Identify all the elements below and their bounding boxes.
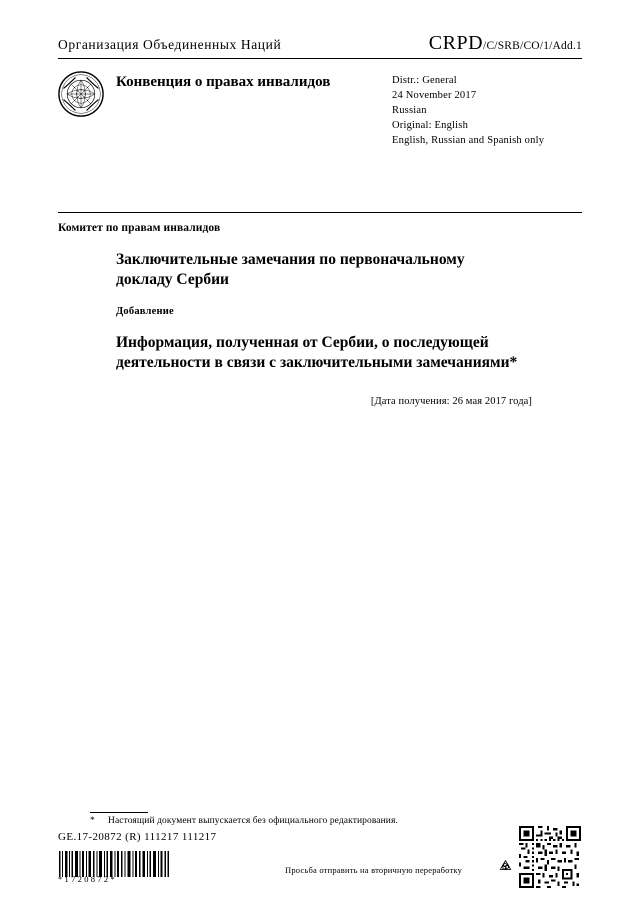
committee-name: Комитет по правам инвалидов xyxy=(58,222,221,234)
distribution-date: 24 November 2017 xyxy=(392,89,477,101)
masthead-body xyxy=(58,69,582,149)
qr-code xyxy=(519,826,581,888)
distribution-language: Russian xyxy=(392,104,427,116)
footnote-divider xyxy=(90,812,148,813)
footnote-text: Настоящий документ выпускается без официального редактирования. xyxy=(108,816,398,826)
organization-line xyxy=(58,32,582,59)
un-emblem-icon xyxy=(58,71,104,117)
document-content xyxy=(116,250,582,407)
convention-title-cell xyxy=(116,69,392,149)
document-title: Заключительные замечания по первоначальному докладу Сербии xyxy=(116,251,465,289)
organization-name: Организация Объединенных Наций xyxy=(58,37,282,52)
recycle-note: Просьба отправить на вторичную переработку xyxy=(285,865,463,875)
document-subtitle: Информация, полученная от Сербии, о последующей деятельности в связи с заключительными замечаниями* xyxy=(116,334,518,372)
masthead xyxy=(58,32,582,162)
distribution-original: Original: English xyxy=(392,119,469,131)
distribution-line: Distr.: General xyxy=(392,75,457,86)
distribution-languages-only: English, Russian and Spanish only xyxy=(392,134,545,146)
document-symbol-suffix: /C/SRB/CO/1/Add.1 xyxy=(483,40,582,52)
recycle-icon xyxy=(497,858,514,875)
addendum-label: Добавление xyxy=(116,306,174,318)
barcode-text: *1720872* xyxy=(58,874,117,884)
date-received: [Дата получения: 26 мая 2017 года] xyxy=(370,395,532,407)
document-symbol-main: CRPD xyxy=(428,32,484,54)
job-number: GE.17-20872 (R) 111217 111217 xyxy=(58,831,217,843)
footnote-marker: * xyxy=(90,816,95,826)
document-symbol xyxy=(429,32,582,55)
footnote xyxy=(90,816,398,826)
masthead-divider xyxy=(58,212,582,213)
convention-title: Конвенция о правах инвалидов xyxy=(116,74,331,90)
emblem-cell xyxy=(58,69,116,149)
distribution-block xyxy=(392,69,582,149)
